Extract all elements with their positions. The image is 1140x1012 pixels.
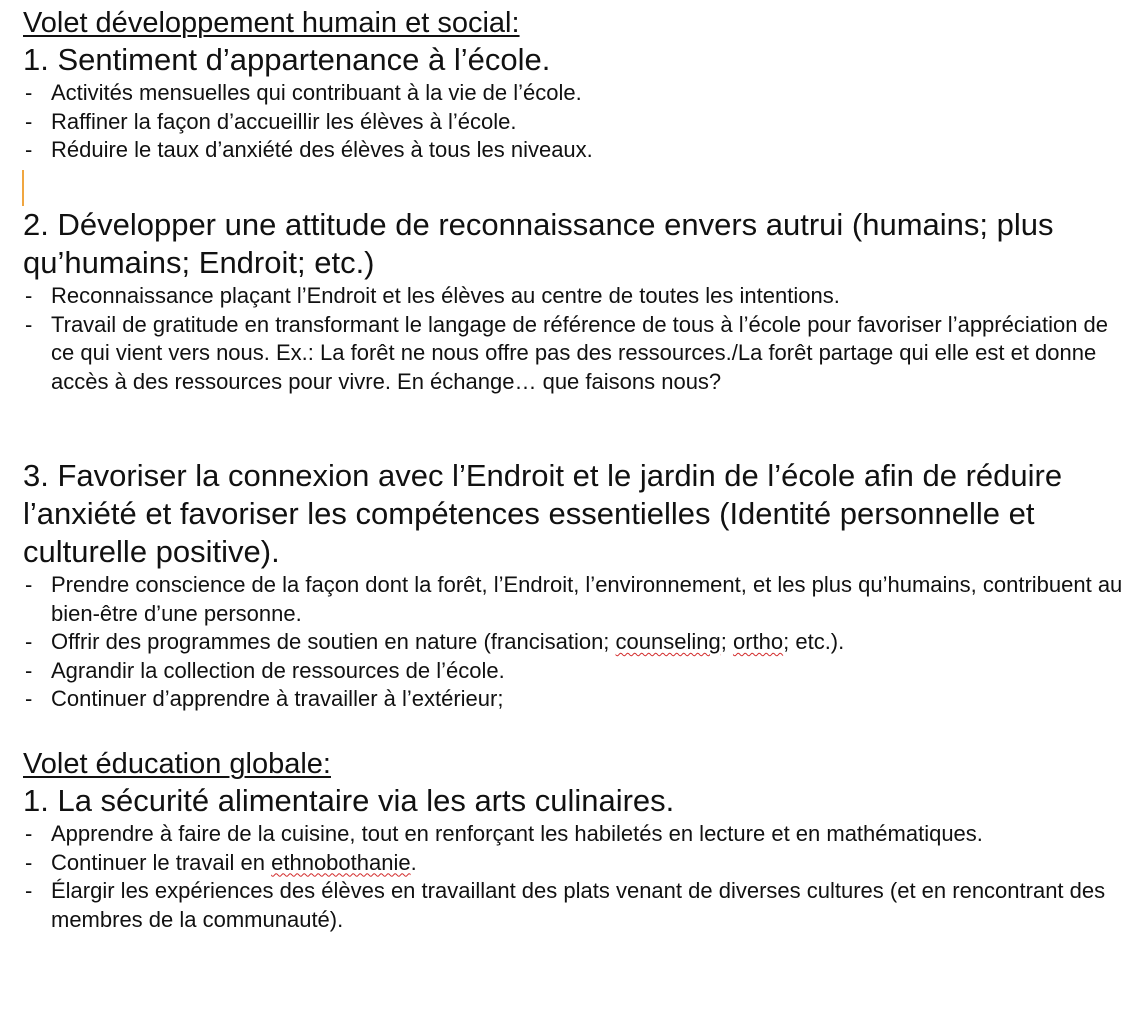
- list-item-text: Continuer le travail en: [51, 849, 272, 875]
- section-2: [23, 206, 1132, 396]
- volet-2-section-1-heading: 1. La sécurité alimentaire via les arts culinaires.: [23, 783, 675, 818]
- list-item: - Apprendre à faire de la cuisine, tout en renforçant les habiletés en lecture et en mathématiques.: [23, 820, 1132, 849]
- section-3-heading: 3. Favoriser la connexion avec l’Endroit et le jardin de l’école afin de réduire l’anxiété et favoriser les compétences essentielles (Identité personnelle et culturelle positive).: [23, 458, 1063, 569]
- list-item-text: ;: [720, 629, 733, 654]
- list-item: - Activités mensuelles qui contribuant à la vie de l’école.: [23, 79, 1132, 108]
- list-item: - Continuer d’apprendre à travailler à l’extérieur;: [23, 685, 1132, 714]
- section-3-list: [23, 571, 1132, 714]
- list-item: - Réduire le taux d’anxiété des élèves à tous les niveaux.: [23, 136, 1132, 165]
- section-1-list: [23, 79, 1132, 165]
- list-item: - Élargir les expériences des élèves en travaillant des plats venant de diverses cultures (et en rencontrant des membres de la communauté).: [23, 877, 1132, 934]
- section-2-heading: 2. Développer une attitude de reconnaissance envers autrui (humains; plus qu’humains; Endroit; etc.): [23, 207, 1054, 280]
- volet-1-section: [23, 6, 1132, 165]
- misspelled-word[interactable]: ethnobothanie: [271, 849, 411, 875]
- list-item: - Prendre conscience de la façon dont la forêt, l’Endroit, l’environnement, et les plus qu’humains, contribuent au bien-être d’une personne.: [23, 571, 1132, 628]
- section-3: [23, 457, 1132, 714]
- volet-2-section-1-list: [23, 820, 1132, 934]
- list-item-text: Offrir des programmes de soutien en nature (francisation;: [51, 629, 616, 654]
- list-item: - Reconnaissance plaçant l’Endroit et les élèves au centre de toutes les intentions.: [23, 282, 1132, 311]
- list-item: - Raffiner la façon d’accueillir les élèves à l’école.: [23, 108, 1132, 137]
- volet-2-section: [23, 747, 1132, 934]
- volet-1-title: Volet développement humain et social:: [23, 7, 520, 39]
- list-item: - Travail de gratitude en transformant le langage de référence de tous à l’école pour favoriser l’appréciation de ce qui vient vers nous. Ex.: La forêt ne nous offre pas des ressources./La forêt partage qui elle est et donne accès à des ressources pour vivre. En échange… que faisons nous?: [23, 311, 1132, 397]
- list-item: [23, 628, 1132, 657]
- misspelled-word[interactable]: counseling: [615, 629, 721, 654]
- text-cursor: [22, 170, 24, 206]
- list-item-text: .: [410, 849, 417, 875]
- section-2-list: [23, 282, 1132, 396]
- list-item-text: ; etc.).: [783, 629, 845, 654]
- volet-2-title: Volet éducation globale:: [23, 748, 331, 780]
- misspelled-word[interactable]: ortho: [732, 629, 784, 654]
- list-item: - Agrandir la collection de ressources de l’école.: [23, 657, 1132, 686]
- section-1-heading: 1. Sentiment d’appartenance à l’école.: [23, 42, 551, 77]
- list-item: [23, 849, 1132, 878]
